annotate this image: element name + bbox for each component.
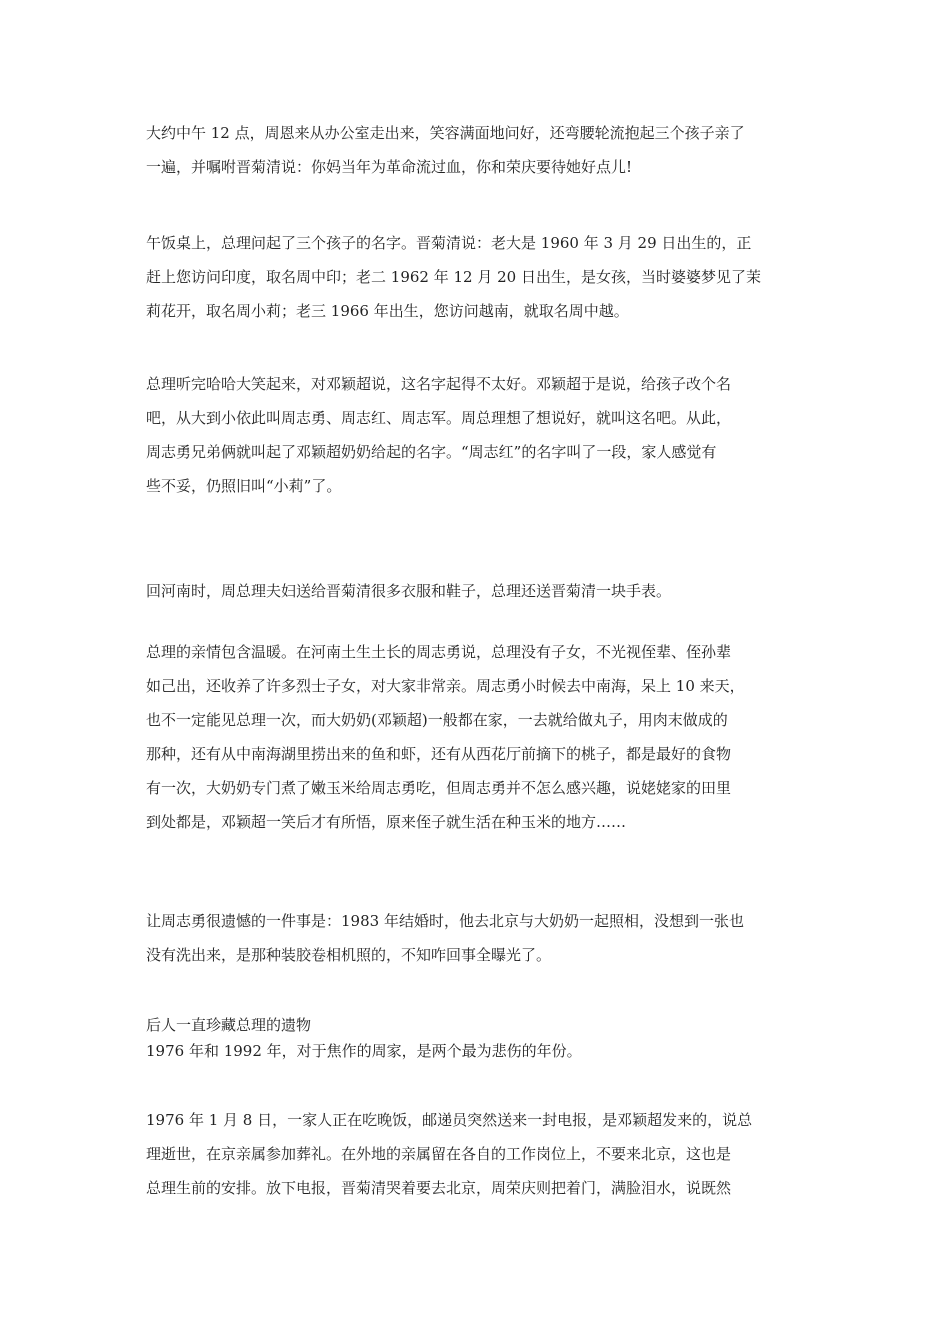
text-line: 1976 年 1 月 8 日，一家人正在吃晚饭，邮递员突然送来一封电报，是邓颖超发来的，说总 <box>146 1111 753 1129</box>
text-line: 没有洗出来，是那种装胶卷相机照的，不知咋回事全曝光了。 <box>146 946 552 964</box>
paragraph-gifts <box>146 574 810 608</box>
section-heading: 后人一直珍藏总理的遗物 <box>146 1016 312 1034</box>
text-line: 总理的亲情包含温暖。在河南土生土长的周志勇说，总理没有子女，不光视侄辈、侄孙辈 <box>146 643 732 661</box>
text-line: 理逝世，在京亲属参加葬礼。在外地的亲属留在各自的工作岗位上，不要来北京，这也是 <box>146 1145 732 1163</box>
paragraph-children-names <box>146 226 810 328</box>
paragraph-wedding-photo <box>146 904 810 972</box>
text-line: 一遍，并嘱咐晋菊清说：你妈当年为革命流过血，你和荣庆要待她好点儿! <box>146 158 633 176</box>
text-line: 那种，还有从中南海湖里捞出来的鱼和虾，还有从西花厅前摘下的桃子，都是最好的食物 <box>146 745 732 763</box>
text-line: 让周志勇很遗憾的一件事是：1983 年结婚时，他去北京与大奶奶一起照相，没想到一张也 <box>146 912 744 930</box>
text-line: 也不一定能见总理一次，而大奶奶(邓颖超)一般都在家，一去就给做丸子，用肉末做成的 <box>146 711 728 729</box>
text-line: 赶上您访问印度，取名周中印；老二 1962 年 12 月 20 日出生，是女孩，当时婆婆梦见了茉 <box>146 268 761 286</box>
section-heading-and-intro <box>146 1012 810 1064</box>
paragraph-lunch-greeting <box>146 116 810 184</box>
text-line: 总理听完哈哈大笑起来，对邓颖超说，这名字起得不太好。邓颖超于是说，给孩子改个名 <box>146 375 732 393</box>
text-line: 到处都是，邓颖超一笑后才有所悟，原来侄子就生活在种玉米的地方…… <box>146 813 627 831</box>
text-line: 回河南时，周总理夫妇送给晋菊清很多衣服和鞋子，总理还送晋菊清一块手表。 <box>146 582 672 600</box>
text-line: 大约中午 12 点，周恩来从办公室走出来，笑容满面地问好，还弯腰轮流抱起三个孩子亲了 <box>146 124 745 142</box>
paragraph-renaming <box>146 367 810 503</box>
text-line: 午饭桌上，总理问起了三个孩子的名字。晋菊清说：老大是 1960 年 3 月 29 日出生的，正 <box>146 234 752 252</box>
text-line: 吧，从大到小依此叫周志勇、周志红、周志军。周总理想了想说好，就叫这名吧。从此， <box>146 409 732 427</box>
text-line: 如己出，还收养了许多烈士子女，对大家非常亲。周志勇小时候去中南海，呆上 10 来天， <box>146 677 745 695</box>
text-line: 1976 年和 1992 年，对于焦作的周家，是两个最为悲伤的年份。 <box>146 1042 582 1060</box>
paragraph-family-warmth <box>146 635 810 839</box>
paragraph-telegram <box>146 1103 810 1205</box>
text-line: 周志勇兄弟俩就叫起了邓颖超奶奶给起的名字。“周志红”的名字叫了一段，家人感觉有 <box>146 443 717 461</box>
text-line: 总理生前的安排。放下电报，晋菊清哭着要去北京，周荣庆则把着门，满脸泪水，说既然 <box>146 1179 732 1197</box>
text-line: 莉花开，取名周小莉；老三 1966 年出生，您访问越南，就取名周中越。 <box>146 302 629 320</box>
text-line: 有一次，大奶奶专门煮了嫩玉米给周志勇吃，但周志勇并不怎么感兴趣，说姥姥家的田里 <box>146 779 732 797</box>
text-line: 些不妥，仍照旧叫“小莉”了。 <box>146 477 342 495</box>
